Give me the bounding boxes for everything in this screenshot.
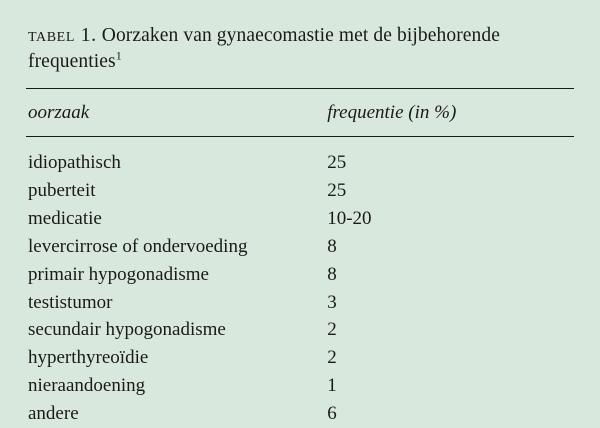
table-row	[26, 289, 574, 317]
cell-oorzaak: nieraandoening	[28, 375, 146, 397]
table-row	[26, 177, 574, 205]
table-body	[26, 137, 574, 427]
table-row	[26, 149, 574, 177]
table-row	[26, 205, 574, 233]
column-header-frequentie: frequentie (in %)	[327, 102, 457, 124]
cell-oorzaak: levercirrose of ondervoeding	[28, 235, 248, 257]
cell-oorzaak: primair hypogonadisme	[28, 263, 209, 285]
cell-oorzaak: medicatie	[28, 208, 102, 230]
table-row	[26, 372, 574, 400]
cell-frequentie: 25	[327, 152, 347, 174]
cell-oorzaak: puberteit	[28, 180, 96, 202]
cell-frequentie: 3	[327, 291, 337, 313]
cell-frequentie: 1	[327, 375, 337, 397]
cell-oorzaak: idiopathisch	[28, 152, 121, 174]
table-row	[26, 344, 574, 372]
cell-oorzaak: testistumor	[28, 291, 113, 313]
cell-oorzaak: andere	[28, 402, 79, 424]
cell-oorzaak: hyperthyreoïdie	[28, 347, 149, 369]
cell-frequentie: 2	[327, 319, 337, 341]
cell-frequentie: 6	[327, 402, 337, 424]
table-caption-text: Oorzaken van gynaecomastie met de bijbehorende frequenties	[28, 25, 500, 72]
table-row	[26, 400, 574, 428]
table-row	[26, 233, 574, 261]
table-header-row	[26, 89, 574, 136]
table-caption	[26, 22, 574, 88]
cell-frequentie: 10-20	[327, 208, 372, 230]
cell-frequentie: 8	[327, 235, 337, 257]
table-row	[26, 261, 574, 289]
column-header-oorzaak: oorzaak	[28, 102, 90, 124]
cell-frequentie: 25	[327, 180, 347, 202]
cell-frequentie: 2	[327, 347, 337, 369]
cell-oorzaak: secundair hypogonadisme	[28, 319, 226, 341]
table-row	[26, 316, 574, 344]
table-caption-label: tabel 1.	[28, 24, 97, 46]
cell-frequentie: 8	[327, 263, 337, 285]
table-caption-footnote-marker: 1	[115, 48, 122, 63]
